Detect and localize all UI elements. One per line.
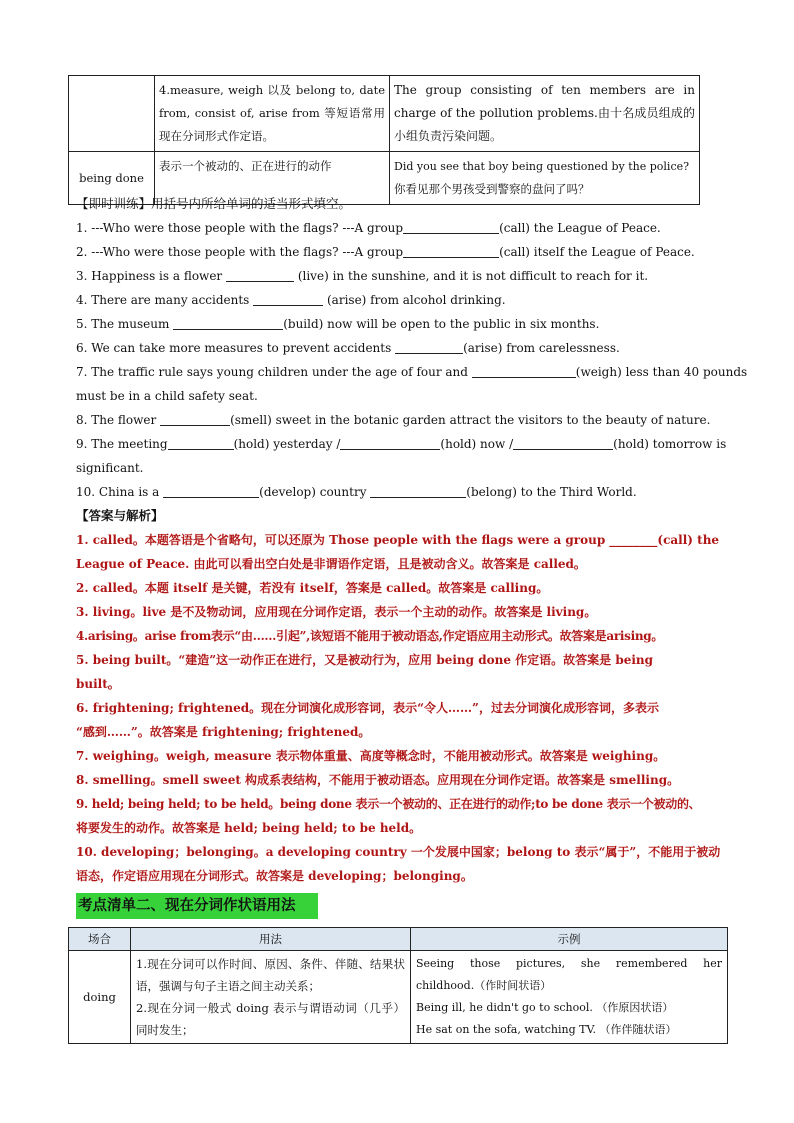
example-item: Seeing those pictures, she remembered her childhood.（作时间状语） [416,957,722,992]
answer-blank[interactable] [340,435,440,450]
answer-1: 1. called。本题答语是个省略句，可以还原为 Those people with the flags were a group ________(call) the [76,533,720,547]
answer-2: 2. called。本题 itself 是关键，若没有 itself，答案是 called。故答案是 calling。 [76,581,549,595]
answer-blank[interactable] [472,363,576,378]
table-cell: being done [69,152,155,205]
answer-blank[interactable] [513,435,613,450]
table-row [69,951,728,1044]
table-cell: 表示一个被动的、正在进行的动作 [155,152,390,205]
table-cell [411,951,728,1044]
answer-1-cont: League of Peace. 由此可以看出空白处是非谓语作定语，且是被动含义。故答案是 called。 [76,557,586,571]
table-cell: The group consisting of ten members are in charge of the pollution problems.由十名成员组成的小组负责污染问题。 [390,76,700,152]
column-header: 场合 [69,928,131,951]
answer-7: 7. weighing。weigh, measure 表示物体重量、高度等概念时，不能用被动形式。故答案是 weighing。 [76,749,666,763]
example-en: Did you see that boy being questioned by the police? [394,160,690,173]
usage-item: 1.现在分词可以作时间、原因、条件、伴随、结果状语，强调与句子主语之间主动关系； [136,957,405,993]
question-7: 7. The traffic rule says young children under the age of four and (weigh) less than 40 pounds [76,365,748,379]
answer-blank[interactable] [395,339,463,354]
answer-blank[interactable] [160,411,230,426]
answer-9: 9. held; being held; to be held。being done 表示一个被动的、正在进行的动作;to be done 表示一个被动的、 [76,797,701,811]
question-5: 5. The museum (build) now will be open to the public in six months. [76,317,600,331]
table-header-row [69,928,728,951]
table-cell [131,951,411,1044]
table-cell: doing [69,951,131,1044]
answer-6-cont: “感到……”。故答案是 frightening; frightened。 [76,725,371,739]
question-2: 2. ---Who were those people with the flags? ---A group (call) itself the League of Peace. [76,245,695,259]
answer-blank[interactable] [168,435,234,450]
answer-10: 10. developing；belonging。a developing country 一个发展中国家；belong to 表示“属于”，不能用于被动 [76,845,721,859]
answer-5: 5. being built。“建造”这一动作正在进行，又是被动行为，应用 being done 作定语。故答案是 being [76,653,654,667]
question-8: 8. The flower (smell) sweet in the botanic garden attract the visitors to the beauty of nature. [76,413,711,427]
answer-blank[interactable] [403,219,499,234]
answer-blank[interactable] [226,267,294,282]
table-cell: 4.measure, weigh 以及 belong to, date from, consist of, arise from 等短语常用现在分词形式作定语。 [155,76,390,152]
answer-8: 8. smelling。smell sweet 构成系表结构，不能用于被动语态。应用现在分词作定语。故答案是 smelling。 [76,773,680,787]
answer-blank[interactable] [403,243,499,258]
answer-blank[interactable] [253,291,323,306]
usage-table-bottom [68,927,728,1044]
question-3: 3. Happiness is a flower (live) in the sunshine, and it is not difficult to reach for it. [76,269,649,283]
answer-4: 4.arising。arise from表示“由……引起”,该短语不能用于被动语态,作定语应用主动形式。故答案是arising。 [76,629,664,643]
question-9-cont: significant. [76,461,144,475]
example-item: He sat on the sofa, watching TV. （作伴随状语） [416,1023,677,1036]
column-header: 示例 [411,928,728,951]
question-4: 4. There are many accidents (arise) from alcohol drinking. [76,293,506,307]
section-title: 考点清单二、现在分词作状语用法 [76,893,318,919]
answer-blank[interactable] [370,483,466,498]
table-row [69,76,700,152]
usage-item: 2.现在分词一般式 doing 表示与谓语动词（几乎）同时发生； [136,1001,405,1037]
answer-blank[interactable] [173,315,283,330]
question-1: 1. ---Who were those people with the flags? ---A group (call) the League of Peace. [76,221,661,235]
answer-6: 6. frightening; frightened。现在分词演化成形容词，表示“令人……”，过去分词演化成形容词，多表示 [76,701,659,715]
question-6: 6. We can take more measures to prevent accidents (arise) from carelessness. [76,341,620,355]
usage-table-top [68,75,700,205]
practice-header: 【即时训练】用括号内所给单词的适当形式填空。 [76,196,352,211]
example-item: Being ill, he didn't go to school. （作原因状语） [416,1001,674,1014]
question-10: 10. China is a (develop) country (belong) to the Third World. [76,485,637,499]
column-header: 用法 [131,928,411,951]
answer-9-cont: 将要发生的动作。故答案是 held; being held; to be held。 [76,821,422,835]
question-7-cont: must be in a child safety seat. [76,389,258,403]
table-cell [69,76,155,152]
answers-header: 【答案与解析】 [76,508,164,523]
answer-5-cont: built。 [76,677,120,691]
question-9: 9. The meeting (hold) yesterday / (hold) now / (hold) tomorrow is [76,437,727,451]
example-zh: 你看见那个男孩受到警察的盘问了吗？ [394,182,590,196]
answer-10-cont: 语态，作定语应用现在分词形式。故答案是 developing；belonging。 [76,869,473,883]
answer-blank[interactable] [163,483,259,498]
answer-3: 3. living。live 是不及物动词，应用现在分词作定语，表示一个主动的动作。故答案是 living。 [76,605,597,619]
